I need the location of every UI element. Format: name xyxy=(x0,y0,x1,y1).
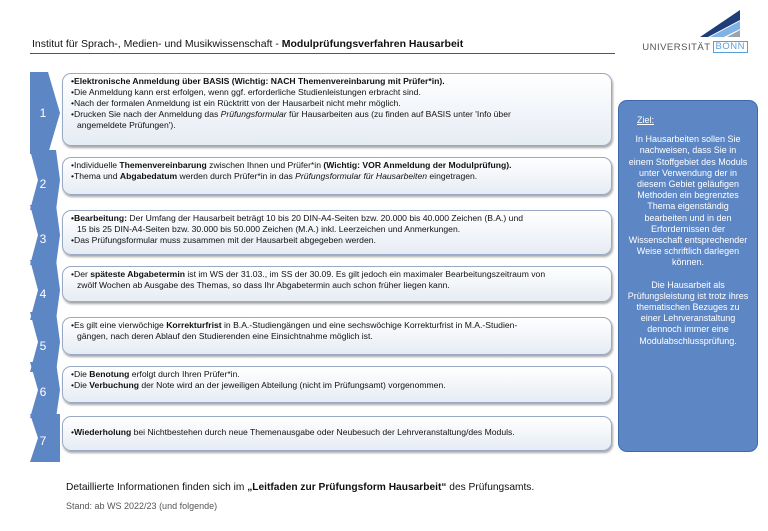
step-text-part: •Nach der formalen Anmeldung ist ein Rücktritt von der Hausarbeit nicht mehr möglich. xyxy=(71,98,401,108)
page-title xyxy=(32,38,463,50)
step-number-1: 1 xyxy=(39,106,47,120)
step-3-line xyxy=(71,213,605,224)
goal-panel xyxy=(618,100,758,452)
step-text-part: Verbuchung xyxy=(89,380,139,390)
step-text-part: bei Nichtbestehen durch neue Themenausgabe oder Neubesuch der Lehrveranstaltung/des Moduls. xyxy=(131,427,515,437)
goal-heading: Ziel: xyxy=(637,115,655,125)
step-text-part: • xyxy=(71,427,75,437)
step-2-line xyxy=(71,171,605,182)
step-text-part: Abgabedatum xyxy=(119,171,178,181)
step-text-part: 15 bis 25 DIN-A4-Seiten bzw. 30.000 bis 50.000 Zeichen (M.A.) inkl. Leerzeichen und Anmerkungen. xyxy=(77,224,461,234)
step-text-part: Benotung xyxy=(89,369,130,379)
step-arrow-2 xyxy=(30,150,60,210)
step-box-3 xyxy=(62,210,612,255)
step-1-line xyxy=(71,87,605,98)
step-text-part: späteste Abgabetermin xyxy=(90,269,185,279)
step-number-7: 7 xyxy=(39,434,47,448)
step-text-part: Themenvereinbarung xyxy=(119,160,207,170)
step-box-5 xyxy=(62,317,612,355)
step-text-part: •Die xyxy=(71,380,90,390)
step-number-2: 2 xyxy=(39,177,47,191)
footer-guide-title: „Leitfaden zur Prüfungsform Hausarbeit“ xyxy=(247,482,447,493)
header-divider xyxy=(30,53,615,54)
step-4-line xyxy=(71,280,605,291)
step-3-line xyxy=(71,235,605,246)
step-text-part: Prüfungsformular für Hausarbeiten xyxy=(295,171,428,181)
step-4-line xyxy=(71,269,605,280)
step-6-line xyxy=(71,380,605,391)
step-5-line xyxy=(71,320,605,331)
page-title-topic: Modulprüfungsverfahren Hausarbeit xyxy=(281,38,464,50)
step-1-line xyxy=(71,120,605,131)
step-box-1 xyxy=(62,73,612,146)
step-number-3: 3 xyxy=(39,232,47,246)
step-text-part: werden durch Prüfer*in in das xyxy=(177,171,296,181)
step-arrow-6 xyxy=(30,362,60,418)
logo-text-bonn: BONN xyxy=(713,41,748,53)
footer-status: Stand: ab WS 2022/23 (und folgende) xyxy=(66,501,218,511)
footer-info-end: des Prüfungsamts. xyxy=(446,482,535,493)
university-logo-mark-icon xyxy=(700,10,740,38)
page-title-institute: Institut für Sprach-, Medien- und Musikwissenschaft - xyxy=(32,38,282,50)
step-arrow-7 xyxy=(30,414,60,462)
step-text-part: Wiederholung xyxy=(74,427,132,437)
step-1-line xyxy=(71,76,605,87)
step-text-part: •Drucken Sie nach der Anmeldung das xyxy=(71,109,221,119)
footer-info xyxy=(66,482,534,493)
step-text-part: Der Umfang der Hausarbeit beträgt 10 bis 20 DIN-A4-Seiten bzw. 20.000 bis 40.000 Zeichen (B.A.) und xyxy=(127,213,524,223)
step-text-part: •Es gilt eine vierwöchige xyxy=(71,320,167,330)
step-arrow-3 xyxy=(30,205,60,265)
university-logo xyxy=(628,10,748,54)
step-2-line xyxy=(71,160,605,171)
step-text-part: •Elektronische Anmeldung über BASIS (Wichtig: NACH Themenvereinbarung mit Prüfer*in). xyxy=(71,76,445,86)
step-text-part: •Individuelle xyxy=(71,160,120,170)
step-text-part: eingetragen. xyxy=(427,171,478,181)
step-text-part: zwischen Ihnen und Prüfer*in xyxy=(206,160,324,170)
goal-paragraph-2: Die Hausarbeit als Prüfungsleistung ist trotz ihres thematischen Bezuges zu einer Lehrveranstaltung dennoch immer eine Modulabschlussprüfung. xyxy=(627,279,749,346)
step-text-part: Prüfungsformular xyxy=(220,109,287,119)
step-text-part: •Das Prüfungsformular muss zusammen mit der Hausarbeit abgegeben werden. xyxy=(71,235,376,245)
step-text-part: erfolgt durch Ihren Prüfer*in. xyxy=(129,369,240,379)
step-text-part: (Wichtig: VOR Anmeldung der Modulprüfung). xyxy=(323,160,512,170)
step-6-line xyxy=(71,369,605,380)
step-text-part: ist im WS der 31.03., im SS der 30.09. Es gilt jedoch ein maximaler Bearbeitungszeitraum von xyxy=(184,269,546,279)
step-text-part: •Der xyxy=(71,269,91,279)
step-number-6: 6 xyxy=(39,385,47,399)
step-number-4: 4 xyxy=(39,287,47,301)
step-box-7 xyxy=(62,416,612,451)
step-text-part: •Die Anmeldung kann erst erfolgen, wenn ggf. erforderliche Studienleistungen erbracht sind. xyxy=(71,87,421,97)
step-text-part: für Hausarbeiten aus (zu finden auf BASIS unter 'Info über xyxy=(286,109,511,119)
step-box-2 xyxy=(62,157,612,195)
goal-paragraph-1: In Hausarbeiten sollen Sie nachweisen, dass Sie in einem Stoffgebiet des Moduls unter Verwendung der in diesem Gebiet geläufigen Methoden ein begrenztes Thema eigenständig bearbeiten und in den Erfordernissen der Wissenschaft entsprechender Weise schriftlich darlegen können. xyxy=(628,134,748,268)
step-5-line xyxy=(71,331,605,342)
step-box-4 xyxy=(62,266,612,302)
step-arrow-4 xyxy=(30,260,60,320)
step-number-5: 5 xyxy=(39,339,47,353)
step-3-line xyxy=(71,224,605,235)
step-1-line xyxy=(71,98,605,109)
goal-spacer xyxy=(627,269,749,280)
step-text-part: Korrekturfrist xyxy=(166,320,222,330)
step-text-part: zwölf Wochen ab Ausgabe des Themas, so dass Ihr Abgabetermin auch schon früher liegen kann. xyxy=(77,280,450,290)
step-text-part: in B.A.-Studiengängen und eine sechswöchige Korrekturfrist in M.A.-Studien- xyxy=(221,320,518,330)
step-box-6 xyxy=(62,366,612,403)
university-logo-text xyxy=(628,41,748,53)
step-text-part: der Note wird an der jeweiligen Abteilung (nicht im Prüfungsamt) vorgenommen. xyxy=(138,380,446,390)
logo-text-universitaet: UNIVERSITÄT xyxy=(642,41,711,53)
step-7-line xyxy=(71,427,605,438)
step-text-part: •Bearbeitung: xyxy=(71,213,128,223)
step-1-line xyxy=(71,109,605,120)
step-text-part: •Thema und xyxy=(71,171,120,181)
step-arrow-1 xyxy=(30,72,60,154)
step-text-part: angemeldete Prüfungen'). xyxy=(77,120,176,130)
step-text-part: •Die xyxy=(71,369,90,379)
footer-info-text: Detaillierte Informationen finden sich im xyxy=(66,482,248,493)
step-text-part: gängen, nach deren Ablauf den Studierenden eine Einsichtnahme möglich ist. xyxy=(77,331,373,341)
